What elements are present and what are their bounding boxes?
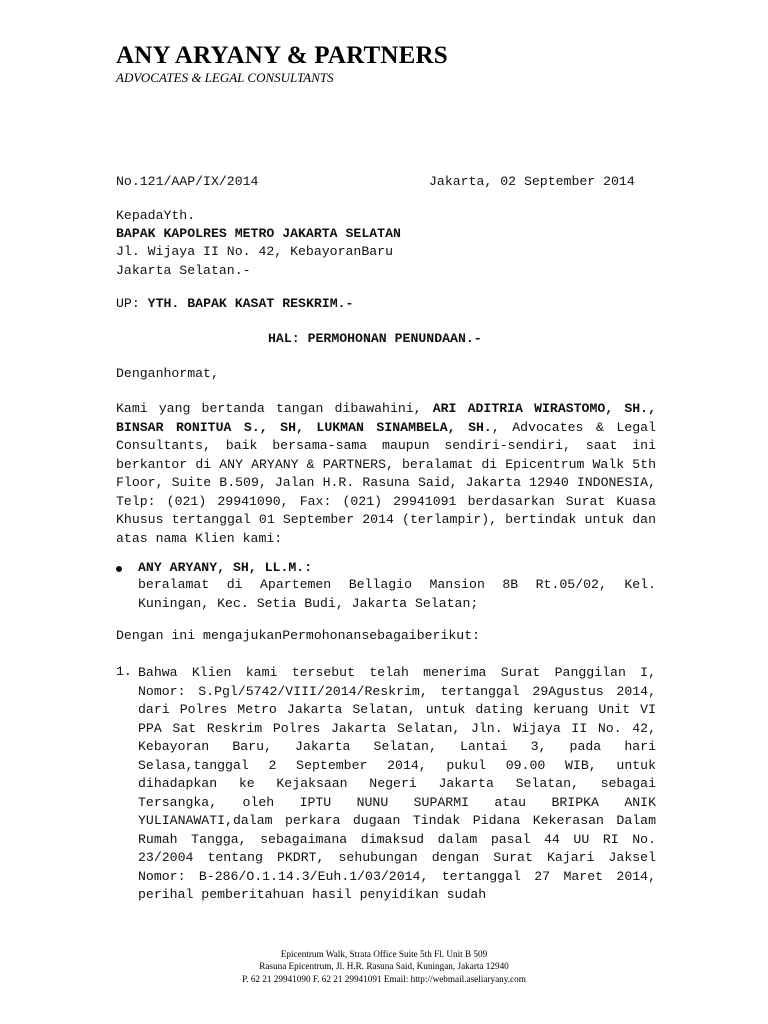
bullet-icon — [116, 566, 122, 572]
intro-text-1: Kami yang bertanda tangan dibawahini, — [116, 401, 433, 416]
client-address: beralamat di Apartemen Bellagio Mansion 8B Rt.05/02, Kel. Kuningan, Kec. Setia Budi, Jakarta Selatan; — [138, 577, 656, 611]
firm-name: ANY ARYANY & PARTNERS — [116, 42, 448, 69]
recipient-address-1: Jl. Wijaya II No. 42, KebayoranBaru — [116, 244, 393, 259]
footer-line-2: Rasuna Epicentrum, Jl. H.R. Rasuna Said, Kuningan, Jakarta 12940 — [259, 961, 509, 972]
subject-value: PERMOHONAN PENUNDAAN.- — [307, 331, 482, 346]
intro-paragraph — [116, 400, 656, 548]
intro-names: ARI ADITRIA WIRASTOMO, SH., BINSAR RONITUA S., SH, LUKMAN SINAMBELA, SH. — [116, 401, 656, 435]
client-name: ANY ARYANY, SH, LL.M.: — [138, 560, 313, 575]
up-value: YTH. BAPAK KASAT RESKRIM.- — [147, 296, 354, 311]
place-date: Jakarta, 02 September 2014 — [429, 174, 635, 189]
footer-line-3: P. 62 21 29941090 F. 62 21 29941091 Email: http://webmail.aseliaryany.com — [242, 973, 526, 984]
up-label: UP: — [116, 296, 140, 311]
point-1-text: Bahwa Klien kami tersebut telah menerima Surat Panggilan I, Nomor: S.Pgl/5742/VIII/2014/Reskrim, tertanggal 29Agustus 2014, dari Polres Metro Jakarta Selatan, untuk dating keruang Unit VI PPA Sat Reskrim Polres Jakarta Selatan, Jln. Wijaya II No. 42, Kebayoran Baru, Jakarta Selatan, Lantai 3, pada hari Selasa,tanggal 2 September 2014, pukul 09.00 WIB, untuk dihadapkan ke Kejaksaan Negeri Jakarta Selatan, sebagai Tersangka, oleh IPTU NUNU SUPARMI atau BRIPKA ANIK YULIANAWATI,dalam perkara dugaan Tindak Pidana Kekerasan Dalam Rumah Tangga, sebagaimana dimaksud dalam pasal 44 UU RI No. 23/2004 tentang PKDRT, sehubungan dengan Surat Kajari Jaksel Nomor: B-286/O.1.14.3/Euh.1/03/2014, tertanggal 27 Maret 2014, perihal pemberitahuan hasil penyidikan sudah — [138, 665, 656, 902]
subject-label: HAL: — [268, 331, 300, 346]
recipient-address-2: Jakarta Selatan.- — [116, 263, 251, 278]
subject-line — [268, 331, 482, 346]
recipient-salutation: KepadaYth. — [116, 208, 196, 223]
request-intro: Dengan ini mengajukanPermohonansebagaiberikut: — [116, 628, 481, 643]
greeting: Denganhormat, — [116, 366, 219, 381]
footer-line-1: Epicentrum Walk, Strata Office Suite 5th Fl. Unit B 509 — [280, 949, 488, 959]
recipient-name: BAPAK KAPOLRES METRO JAKARTA SELATAN — [116, 226, 401, 241]
up-line — [116, 296, 353, 311]
reference-number: No.121/AAP/IX/2014 — [116, 174, 259, 189]
point-number: 1. — [116, 664, 132, 679]
footer — [0, 948, 768, 985]
intro-text-2: , Advocates & Legal Consultants, baik bersama-sama maupun sendiri-sendiri, saat ini berkantor di ANY ARYANY & PARTNERS, beralamat di Epicentrum Walk 5th Floor, Suite B.509, Jalan H.R. Rasuna Said, Jakarta 12940 INDONESIA, Telp: (021) 29941090, Fax: (021) 29941091 berdasarkan Surat Kuasa Khusus tertanggal 01 September 2014 (terlampir), bertindak untuk dan atas nama Klien kami: — [116, 419, 656, 546]
firm-subtitle: ADVOCATES & LEGAL CONSULTANTS — [116, 70, 334, 85]
